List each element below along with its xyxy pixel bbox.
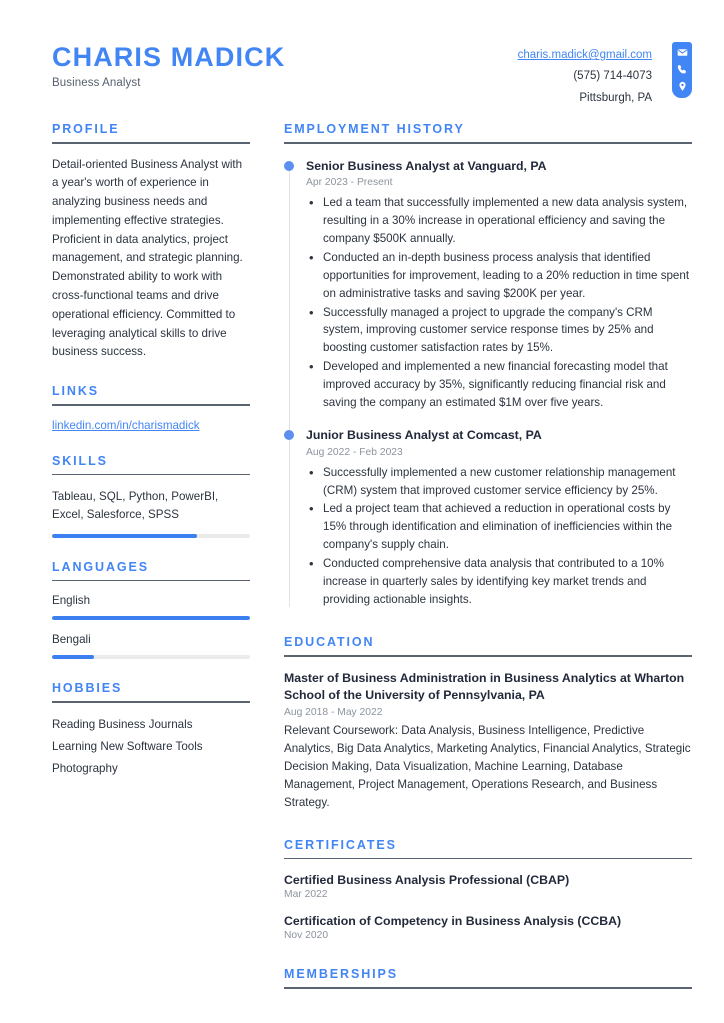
certificate-name: Certified Business Analysis Professional (CBAP) xyxy=(284,873,570,888)
list-item xyxy=(52,633,250,659)
certificate-name: Certification of Competency in Business Analysis (CCBA) xyxy=(284,914,622,929)
section-divider xyxy=(284,655,692,657)
section-divider xyxy=(284,987,692,989)
main-column xyxy=(284,122,692,989)
employment-entry xyxy=(306,427,692,609)
employment-title: Senior Business Analyst at Vanguard, PA xyxy=(306,158,547,173)
list-item: Reading Business Journals xyxy=(52,717,193,731)
certificate-date: Nov 2020 xyxy=(284,930,329,942)
section-divider xyxy=(52,404,250,406)
section-heading-memberships: MEMBERSHIPS xyxy=(284,967,398,982)
section-heading-profile: PROFILE xyxy=(52,122,120,136)
list-item: • Led a team that successfully implemented a new data analysis system, resulting in a 30% increase in operational efficiency and saving the company $500K annually. xyxy=(306,194,692,248)
section-heading-skills: SKILLS xyxy=(52,453,108,468)
section-divider xyxy=(52,142,250,144)
education-description: Relevant Coursework: Data Analysis, Business Intelligence, Predictive Analytics, Big Data Analytics, Marketing Analytics, Financial Analytics, Strategic Decision Making, Data Visualization, Machine Learning, Database Management, Project Management, Operations Research, and Business Strategy. xyxy=(284,723,691,809)
section-languages xyxy=(52,560,250,660)
language-level-bar xyxy=(52,616,250,620)
skills-level-bar xyxy=(52,534,250,538)
contact-email-row xyxy=(518,45,652,66)
section-divider xyxy=(52,474,250,476)
language-name: Bengali xyxy=(52,633,91,647)
education-date: Aug 2018 - May 2022 xyxy=(284,706,383,718)
section-links xyxy=(52,384,250,432)
list-item xyxy=(52,594,250,620)
list-item: • Conducted comprehensive data analysis that contributed to a 10% increase in quarterly sales by identifying key market trends and providing actionable insights. xyxy=(306,555,692,609)
skills-level-fill xyxy=(52,534,197,538)
section-memberships xyxy=(284,967,692,989)
section-profile xyxy=(52,122,250,362)
certificate-entry xyxy=(284,873,692,900)
education-title: Master of Business Administration in Business Analytics at Wharton School of the University of Pennsylvania, PA xyxy=(284,670,685,703)
profile-text: Detail-oriented Business Analyst with a year's worth of experience in analyzing business needs and implementing effective strategies. Proficient in data analytics, project management, and strategic planning. Demonstrated ability to work with cross-functional teams and drive operational efficiency. Committed to leveraging analytical skills to drive business success. xyxy=(52,157,243,359)
section-heading-employment: EMPLOYMENT HISTORY xyxy=(284,122,465,136)
section-skills xyxy=(52,454,250,538)
contact-phone: (575) 714-4073 xyxy=(573,70,652,83)
contact-info xyxy=(518,45,652,109)
section-divider xyxy=(52,701,250,703)
list-item xyxy=(52,419,250,432)
linkedin-link[interactable]: linkedin.com/in/charismadick xyxy=(52,418,200,432)
contact-location: Pittsburgh, PA xyxy=(579,91,652,104)
section-heading-links: LINKS xyxy=(52,384,99,399)
location-pin-icon xyxy=(677,81,688,92)
section-heading-education: EDUCATION xyxy=(284,635,375,650)
employment-title: Junior Business Analyst at Comcast, PA xyxy=(306,428,542,443)
list-item: • Successfully implemented a new customer relationship management (CRM) system that improved customer service efficiency by 25%. xyxy=(306,464,692,500)
section-certificates xyxy=(284,838,692,942)
section-divider xyxy=(284,858,692,860)
phone-icon xyxy=(677,64,688,75)
section-heading-hobbies: HOBBIES xyxy=(52,681,123,696)
section-divider xyxy=(52,580,250,582)
education-entry xyxy=(284,670,692,812)
employment-timeline xyxy=(284,158,692,610)
list-item: Learning New Software Tools xyxy=(52,739,203,753)
section-divider xyxy=(284,142,692,144)
language-level-bar xyxy=(52,655,250,659)
employment-date: Apr 2023 - Present xyxy=(306,176,393,188)
hobbies-list xyxy=(52,714,250,781)
timeline-dot-icon xyxy=(284,430,294,440)
employment-bullets xyxy=(306,194,692,413)
employment-bullets xyxy=(306,464,692,610)
contact-icon-strip xyxy=(672,42,692,98)
envelope-icon xyxy=(677,47,688,58)
employment-date: Aug 2022 - Feb 2023 xyxy=(306,446,403,458)
timeline-dot-icon xyxy=(284,161,294,171)
email-link[interactable]: charis.madick@gmail.com xyxy=(517,49,652,61)
job-title-subtitle: Business Analyst xyxy=(52,77,141,90)
resume-header xyxy=(0,0,724,122)
section-employment-history xyxy=(284,122,692,609)
page-title: CHARIS MADICK xyxy=(52,42,286,72)
list-item: • Conducted an in-depth business process analysis that identified opportunities for improvement, leading to a 20% reduction in time spent on administrative tasks and saving $200K per year. xyxy=(306,249,692,303)
list-item: Photography xyxy=(52,762,118,776)
language-level-fill xyxy=(52,616,250,620)
list-item: • Successfully managed a project to upgrade the company's CRM system, improving customer service response times by 25% and boosting customer satisfaction rates by 15%. xyxy=(306,304,692,358)
list-item: • Developed and implemented a new financial forecasting model that improved accuracy by 35%, significantly reducing financial risk and saving the company an estimated $1M over five years. xyxy=(306,358,692,412)
employment-entry xyxy=(306,158,692,413)
language-level-fill xyxy=(52,655,94,659)
section-heading-languages: LANGUAGES xyxy=(52,559,149,574)
section-hobbies xyxy=(52,681,250,780)
certificate-entry xyxy=(284,914,692,941)
sidebar-column xyxy=(52,122,250,989)
language-name: English xyxy=(52,594,91,608)
skills-text: Tableau, SQL, Python, PowerBI, Excel, Salesforce, SPSS xyxy=(52,490,219,522)
list-item: • Led a project team that achieved a reduction in operational costs by 15% through identification and elimination of inefficiencies within the company's supply chain. xyxy=(306,500,692,554)
certificate-date: Mar 2022 xyxy=(284,889,328,901)
section-heading-certificates: CERTIFICATES xyxy=(284,837,397,852)
section-education xyxy=(284,635,692,811)
resume-body xyxy=(0,122,724,989)
